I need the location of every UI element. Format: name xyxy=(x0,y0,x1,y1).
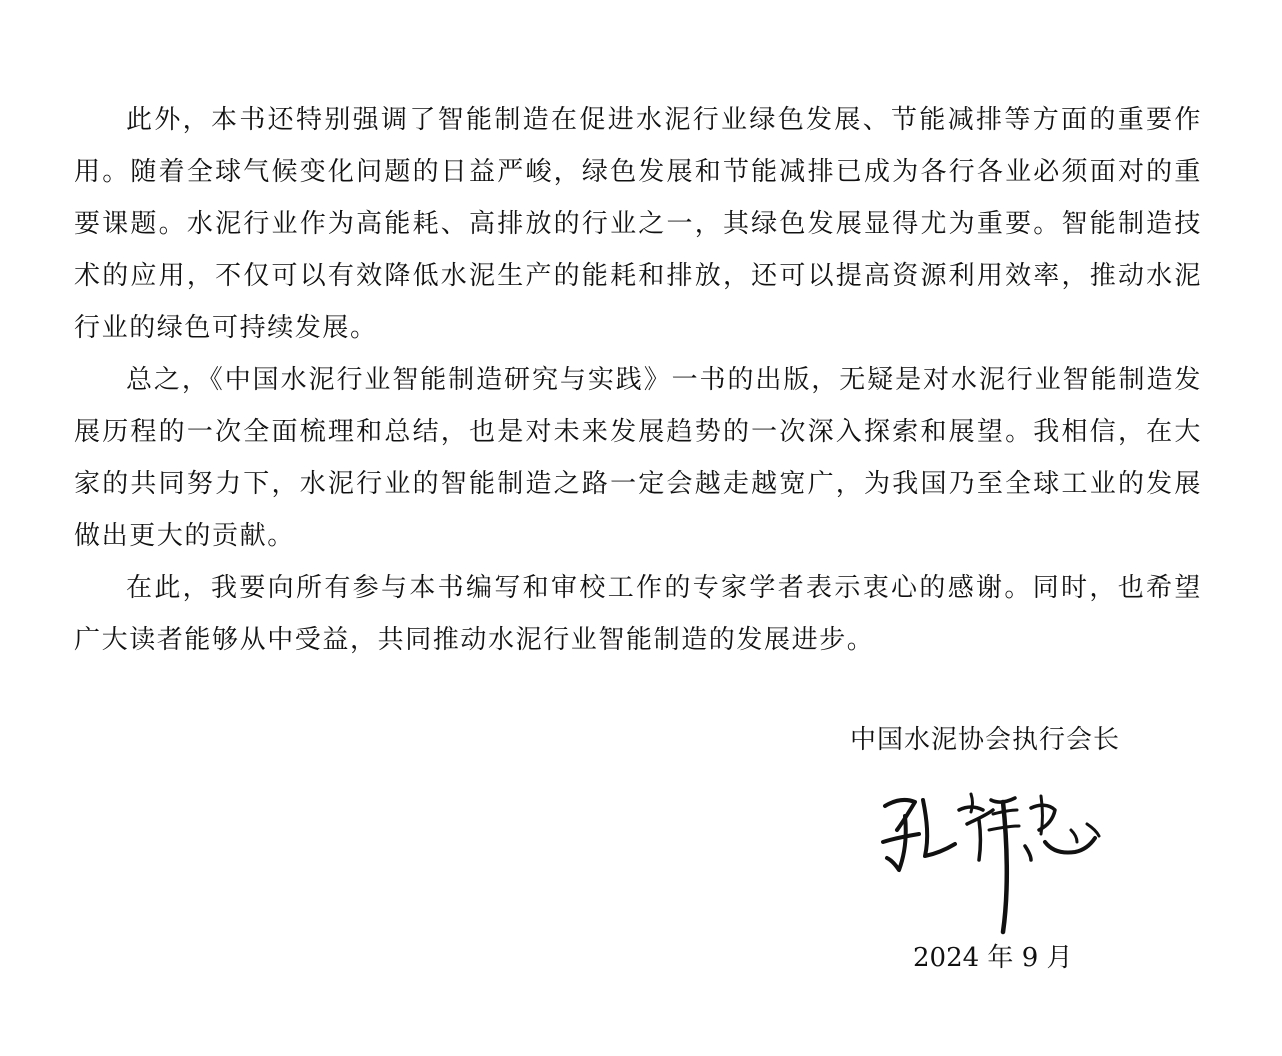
paragraph: 此外，本书还特别强调了智能制造在促进水泥行业绿色发展、节能减排等方面的重要作用。随着全球气候变化问题的日益严峻，绿色发展和节能减排已成为各行各业必须面对的重要课题。水泥行业作为高能耗、高排放的行业之一，其绿色发展显得尤为重要。智能制造技术的应用，不仅可以有效降低水泥生产的能耗和排放，还可以提高资源利用效率，推动水泥行业的绿色可持续发展。 xyxy=(74,105,1202,343)
paragraph: 在此，我要向所有参与本书编写和审校工作的专家学者表示衷心的感谢。同时，也希望广大读者能够从中受益，共同推动水泥行业智能制造的发展进步。 xyxy=(74,573,1202,655)
paragraph: 总之，《中国水泥行业智能制造研究与实践》一书的出版，无疑是对水泥行业智能制造发展历程的一次全面梳理和总结，也是对未来发展趋势的一次深入探索和展望。我相信，在大家的共同努力下，水泥行业的智能制造之路一定会越走越宽广，为我国乃至全球工业的发展做出更大的贡献。 xyxy=(74,365,1202,551)
body-text xyxy=(74,94,1202,666)
signer-title: 中国水泥协会执行会长 xyxy=(850,725,1121,755)
signature-date: 2024 年 9 月 xyxy=(913,943,1073,973)
handwritten-signature xyxy=(875,780,1115,940)
